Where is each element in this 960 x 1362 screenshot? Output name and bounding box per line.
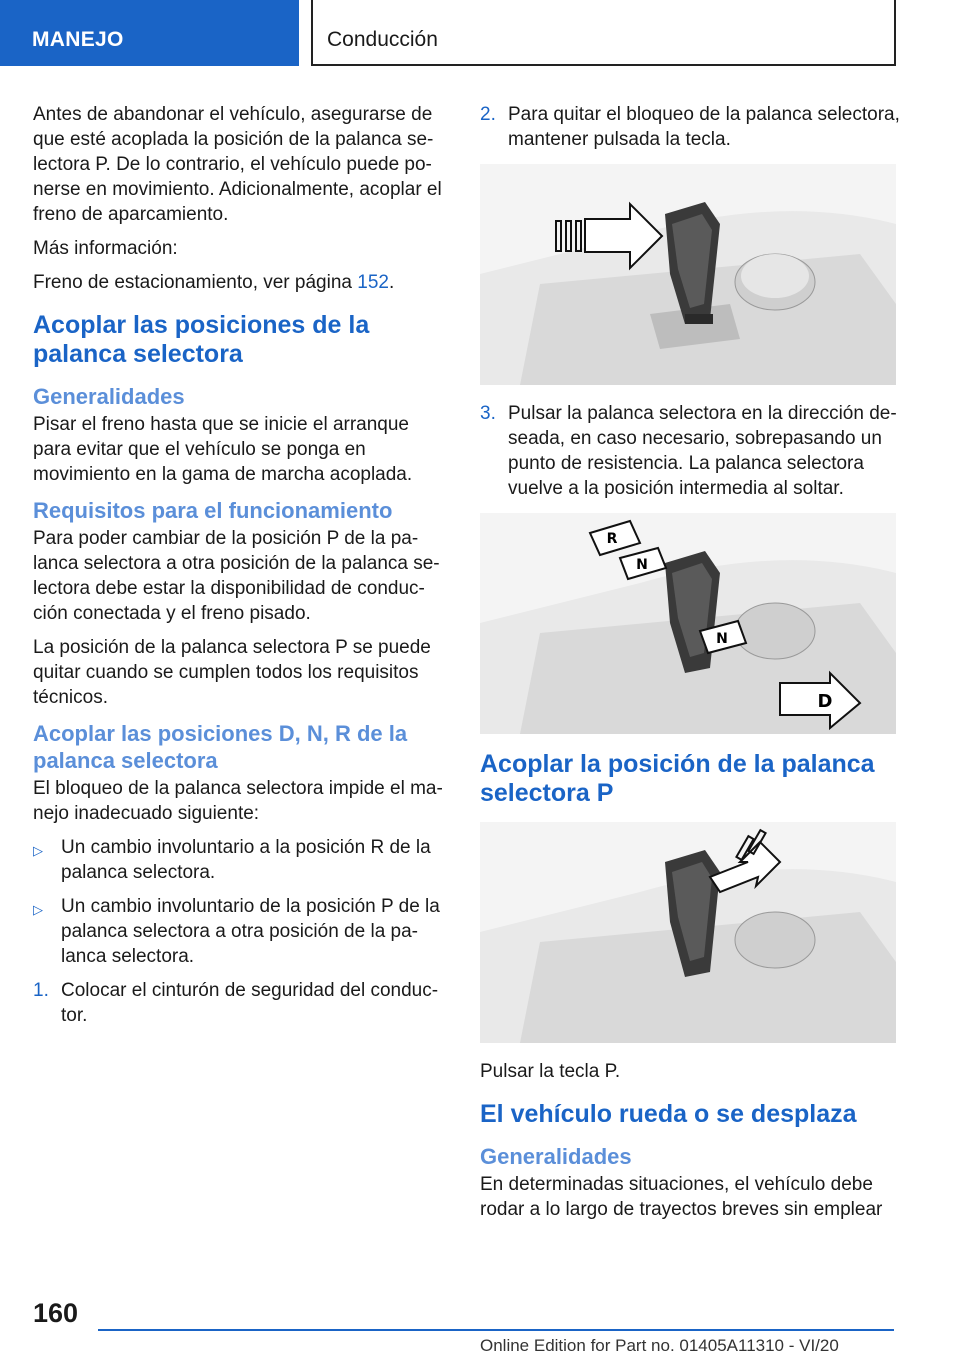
step-number: 3. [480, 403, 496, 424]
reference-text: Freno de estacionamiento, ver página [33, 272, 358, 293]
gear-n-label-lower: N [716, 631, 728, 647]
list-item [33, 894, 448, 969]
subheading-general-rolling: Generalidades [480, 1144, 632, 1169]
press-p-instruction: Pulsar la tecla P. [480, 1061, 621, 1082]
reference-end: . [388, 272, 395, 293]
general-paragraph: Pisar el freno hasta que se inicie el arranque para evitar que el vehículo se ponga en movimiento en la gama de marcha acoplada. [33, 414, 413, 485]
dnr-paragraph: El bloqueo de la palanca selectora impide el ma-nejo inadecuado siguiente: [33, 778, 443, 824]
step-number: 2. [480, 104, 496, 125]
more-info-label: Más información: [33, 238, 178, 259]
page-number: 160 [33, 1298, 79, 1328]
gear-n-label-upper: N [636, 557, 648, 573]
left-column [33, 102, 448, 1037]
step-text: Para quitar el bloqueo de la palanca selectora, mantener pulsada la tecla. [508, 104, 900, 150]
subheading-dnr: Acoplar las posiciones D, N, R de la palanca selectora [33, 721, 408, 773]
section-tab: MANEJO [0, 0, 299, 66]
footer-divider [98, 1329, 894, 1331]
gear-d-label: D [817, 691, 833, 712]
subheading-requirements: Requisitos para el funcionamiento [33, 498, 393, 523]
step-number: 1. [33, 980, 49, 1001]
step-item [480, 401, 900, 501]
gear-r-label: R [606, 531, 618, 547]
section-heading-p: Acoplar la posición de la palanca selectora P [480, 750, 875, 807]
subheading-general: Generalidades [33, 384, 185, 409]
intro-paragraph: Antes de abandonar el vehículo, asegurarse de que esté acoplada la posición de la palanca se-lectora P. De lo contrario, el vehículo puede po-nerse en movimiento. Adicionalmente, acoplar el freno de aparcamiento. [33, 104, 442, 225]
triangle-bullet-icon: ▷ [33, 902, 43, 917]
requirements-paragraph-1: Para poder cambiar de la posición P de la pa-lanca selectora a otra posición de la palanca se-lectora debe estar la disponibilidad de conduc-ción conectada y el freno pisado. [33, 528, 440, 624]
step-text: Colocar el cinturón de seguridad del conduc-tor. [61, 980, 439, 1026]
reference-line [33, 270, 448, 295]
section-heading-rolling: El vehículo rueda o se desplaza [480, 1100, 857, 1128]
step-item [480, 102, 900, 152]
step-text: Pulsar la palanca selectora en la dirección de-seada, en caso necesario, sobrepasando un punto de resistencia. La palanca selectora vuelve a la posición intermedia al soltar. [508, 403, 897, 499]
rolling-paragraph: En determinadas situaciones, el vehículo debe rodar a lo largo de trayectos breves sin emplear [480, 1174, 883, 1220]
bullet-text: Un cambio involuntario a la posición R de la palanca selectora. [61, 837, 431, 883]
footer-edition: Online Edition for Part no. 01405A11310 - VI/20 [480, 1336, 839, 1355]
bullet-text: Un cambio involuntario de la posición P de la palanca selectora a otra posición de la pa-lanca selectora. [61, 896, 440, 967]
right-column [480, 102, 900, 1231]
page-reference-link[interactable]: 152 [357, 272, 389, 293]
triangle-bullet-icon: ▷ [33, 843, 43, 858]
requirements-paragraph-2: La posición de la palanca selectora P se puede quitar cuando se cumplen todos los requisitos técnicos. [33, 637, 431, 708]
step-item [33, 978, 448, 1028]
list-item [33, 835, 448, 885]
section-heading: Acoplar las posiciones de la palanca selectora [33, 311, 370, 368]
selector-lever-park-image [480, 822, 896, 1043]
selector-lever-direction-image [480, 513, 896, 734]
selector-lever-unlock-image [480, 164, 896, 385]
chapter-title: Conducción [311, 0, 896, 66]
